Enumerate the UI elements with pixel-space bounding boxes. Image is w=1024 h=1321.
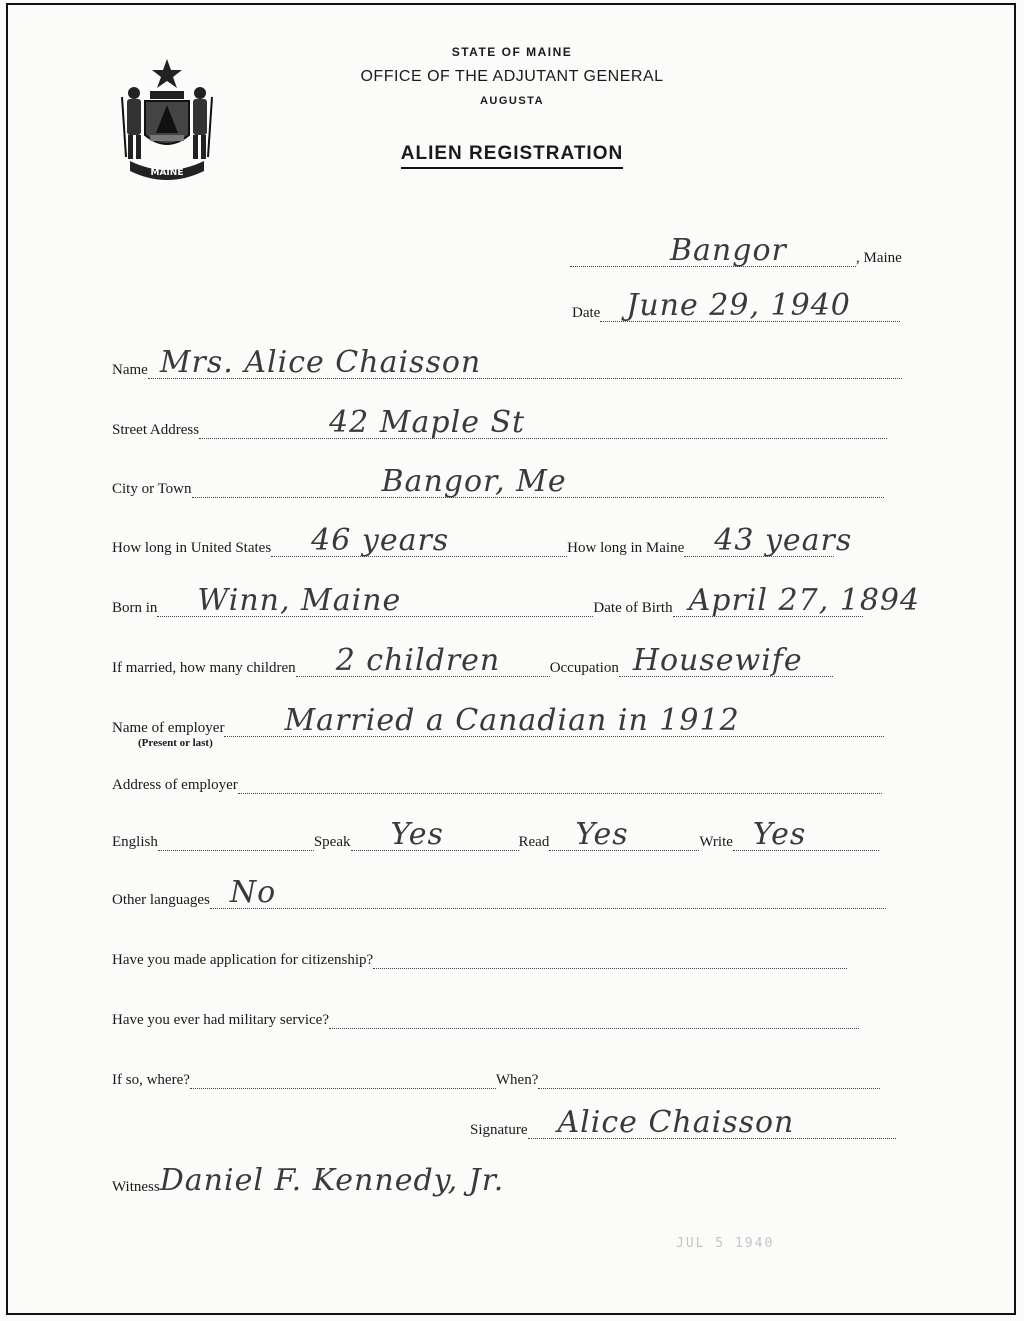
name-row [112,345,902,380]
speak-value: Yes [390,817,444,852]
office-heading: OFFICE OF THE ADJUTANT GENERAL [360,68,664,85]
us-years-label: How long in United States [112,540,272,556]
birth-date-label: Date of Birth [593,600,673,616]
where-label: If so, where? [112,1072,190,1088]
birth-row [112,583,921,618]
service-row [112,1070,880,1089]
street-value: 42 Maple St [329,405,526,440]
read-value: Yes [575,817,629,852]
signature-value: Alice Chaisson [557,1105,795,1140]
other-languages-value: No [229,875,277,910]
maine-years-value: 43 years [714,523,853,558]
city-value: Bangor, Me [381,464,567,499]
signature-label: Signature [470,1122,528,1138]
date-row [572,288,900,323]
occupation-value: Housewife [632,643,803,678]
city-label: City or Town [112,481,192,497]
received-stamp: JUL 5 1940 [676,1236,775,1251]
when-field[interactable] [538,1070,880,1089]
location-label: , Maine [856,250,902,266]
english-label: English [112,834,158,850]
city-heading: AUGUSTA [479,95,545,107]
speak-field[interactable] [351,817,519,852]
when-label: When? [495,1072,539,1088]
date-label: Date [572,305,601,321]
employer-address-label: Address of employer [112,777,238,793]
us-years-value: 46 years [311,523,450,558]
signature-row [470,1105,896,1140]
employer-address-row [112,775,882,794]
citizenship-label: Have you made application for citizenship? [112,952,374,968]
speak-label: Speak [313,834,351,850]
maine-years-label: How long in Maine [567,540,685,556]
seal-motto-text [167,87,168,88]
other-languages-field[interactable] [210,875,886,910]
employer-field[interactable] [224,703,884,738]
maine-state-seal-icon [112,55,222,185]
other-languages-row [112,875,886,910]
write-label: Write [699,834,733,850]
location-row [570,233,902,268]
employer-label: Name of employer (Present or last) [112,720,225,749]
born-in-value: Winn, Maine [197,583,402,618]
name-field[interactable] [148,345,902,380]
location-field[interactable] [570,233,856,268]
military-field[interactable] [329,1010,859,1029]
family-row [112,643,833,678]
employer-value: Married a Canadian in 1912 [284,703,740,738]
street-label: Street Address [112,422,200,438]
name-label: Name [112,362,148,378]
us-years-field[interactable] [271,523,567,558]
birth-date-value: April 27, 1894 [688,583,921,618]
signature-field[interactable] [528,1105,896,1140]
children-value: 2 children [335,643,501,678]
military-label: Have you ever had military service? [112,1012,329,1028]
children-field[interactable] [296,643,550,678]
other-languages-label: Other languages [112,892,210,908]
date-value: June 29, 1940 [626,288,851,323]
write-field[interactable] [733,817,879,852]
witness-field[interactable] [159,1163,505,1198]
date-field[interactable] [600,288,900,323]
state-heading: STATE OF MAINE [451,45,573,59]
english-row [112,817,879,852]
street-field[interactable] [199,405,887,440]
citizenship-field[interactable] [373,950,847,969]
employer-row [112,703,884,749]
employer-address-field[interactable] [238,775,882,794]
read-field[interactable] [549,817,699,852]
residence-row [112,523,853,558]
born-in-field[interactable] [157,583,593,618]
location-value: Bangor [670,233,787,268]
occupation-label: Occupation [549,660,619,676]
city-field[interactable] [192,464,884,499]
military-row [112,1010,859,1029]
citizenship-row [112,950,847,969]
seal-banner-text: MAINE [150,168,184,178]
witness-value: Daniel F. Kennedy, Jr. [159,1163,505,1198]
name-value: Mrs. Alice Chaisson [159,345,482,380]
employer-sublabel: (Present or last) [138,737,213,749]
witness-row [112,1163,505,1198]
write-value: Yes [752,817,807,852]
where-field[interactable] [190,1070,496,1089]
city-row [112,464,884,499]
witness-label: Witness [112,1179,160,1195]
maine-years-field[interactable] [684,523,853,558]
born-in-label: Born in [112,600,158,616]
children-label: If married, how many children [112,660,296,676]
read-label: Read [518,834,550,850]
form-title: ALIEN REGISTRATION [0,143,1024,165]
occupation-field[interactable] [619,643,833,678]
birth-date-field[interactable] [673,583,921,618]
street-row [112,405,887,440]
